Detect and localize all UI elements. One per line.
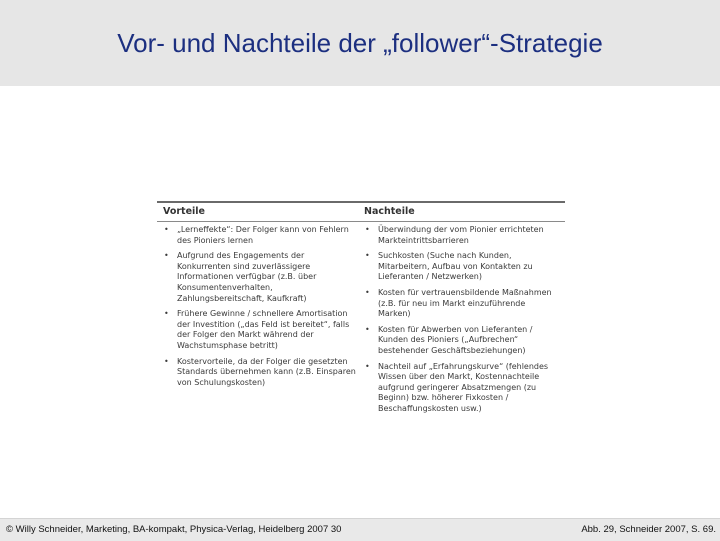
list-item: [364, 288, 560, 320]
list-item: [364, 225, 560, 246]
bullet: •: [365, 287, 370, 297]
nachteile-column: [364, 225, 560, 420]
table-header-rule: [157, 221, 565, 222]
item-text: Kosten für vertrauensbildende Maßnahmen (z.B. für neu im Markt einzuführende Marken): [378, 287, 552, 319]
header-nachteile: Nachteile: [364, 206, 415, 217]
bullet: •: [164, 309, 169, 319]
item-text: Frühere Gewinne / schnellere Amortisation der Investition („das Feld ist bereitet“, falls der Folger den Markt während der Wachstumsphase betritt): [177, 309, 350, 350]
bullet: •: [164, 251, 169, 261]
bullet: •: [164, 356, 169, 366]
item-text: Suchkosten (Suche nach Kunden, Mitarbeitern, Aufbau von Kontakten zu Lieferanten / Netzwerken): [378, 251, 533, 282]
item-text: Kostervorteile, da der Folger die gesetzten Standards übernehmen kann (z.B. Einsparen von Schulungskosten): [177, 356, 356, 387]
item-text: „Lerneffekte“: Der Folger kann von Fehlern des Pioniers lernen: [177, 225, 349, 245]
list-item: [364, 362, 560, 415]
bullet: •: [365, 324, 370, 334]
title-bar: [0, 0, 720, 86]
table-top-rule: [157, 201, 565, 203]
item-text: Überwindung der vom Pionier errichteten Markteintrittsbarrieren: [378, 225, 544, 245]
footer-bar: [0, 518, 720, 541]
list-item: [364, 251, 560, 283]
item-text: Nachteil auf „Erfahrungskurve“ (fehlendes Wissen über den Markt, Kostennachteile aufgrund geringerer Absatzmengen (zu Beginn) bzw. höherer Fixkosten / Beschaffungskosten usw.): [378, 361, 549, 413]
bullet: •: [365, 361, 370, 371]
footer-figure-source: Abb. 29, Schneider 2007, S. 69.: [581, 524, 716, 535]
bullet: •: [365, 251, 370, 261]
list-item: [163, 225, 359, 246]
list-item: [163, 357, 359, 389]
bullet: •: [164, 225, 169, 234]
list-item: [163, 251, 359, 304]
header-vorteile: Vorteile: [163, 206, 205, 217]
footer-copyright: © Willy Schneider, Marketing, BA-kompakt, Physica-Verlag, Heidelberg 2007 30: [6, 524, 342, 535]
item-text: Kosten für Abwerben von Lieferanten / Kunden des Pioniers („Aufbrechen“ bestehender Geschäftsbeziehungen): [378, 324, 533, 355]
slide-title: Vor- und Nachteile der „follower“-Strategie: [117, 28, 603, 58]
vorteile-column: [163, 225, 359, 393]
item-text: Aufgrund des Engagements der Konkurrenten sind zuverlässigere Informationen verfügbar (z.B. über Konsumentenverhalten, Zahlungsbereitschaft, Kaufkraft): [177, 251, 317, 303]
list-item: [163, 309, 359, 351]
bullet: •: [365, 225, 370, 234]
list-item: [364, 325, 560, 357]
